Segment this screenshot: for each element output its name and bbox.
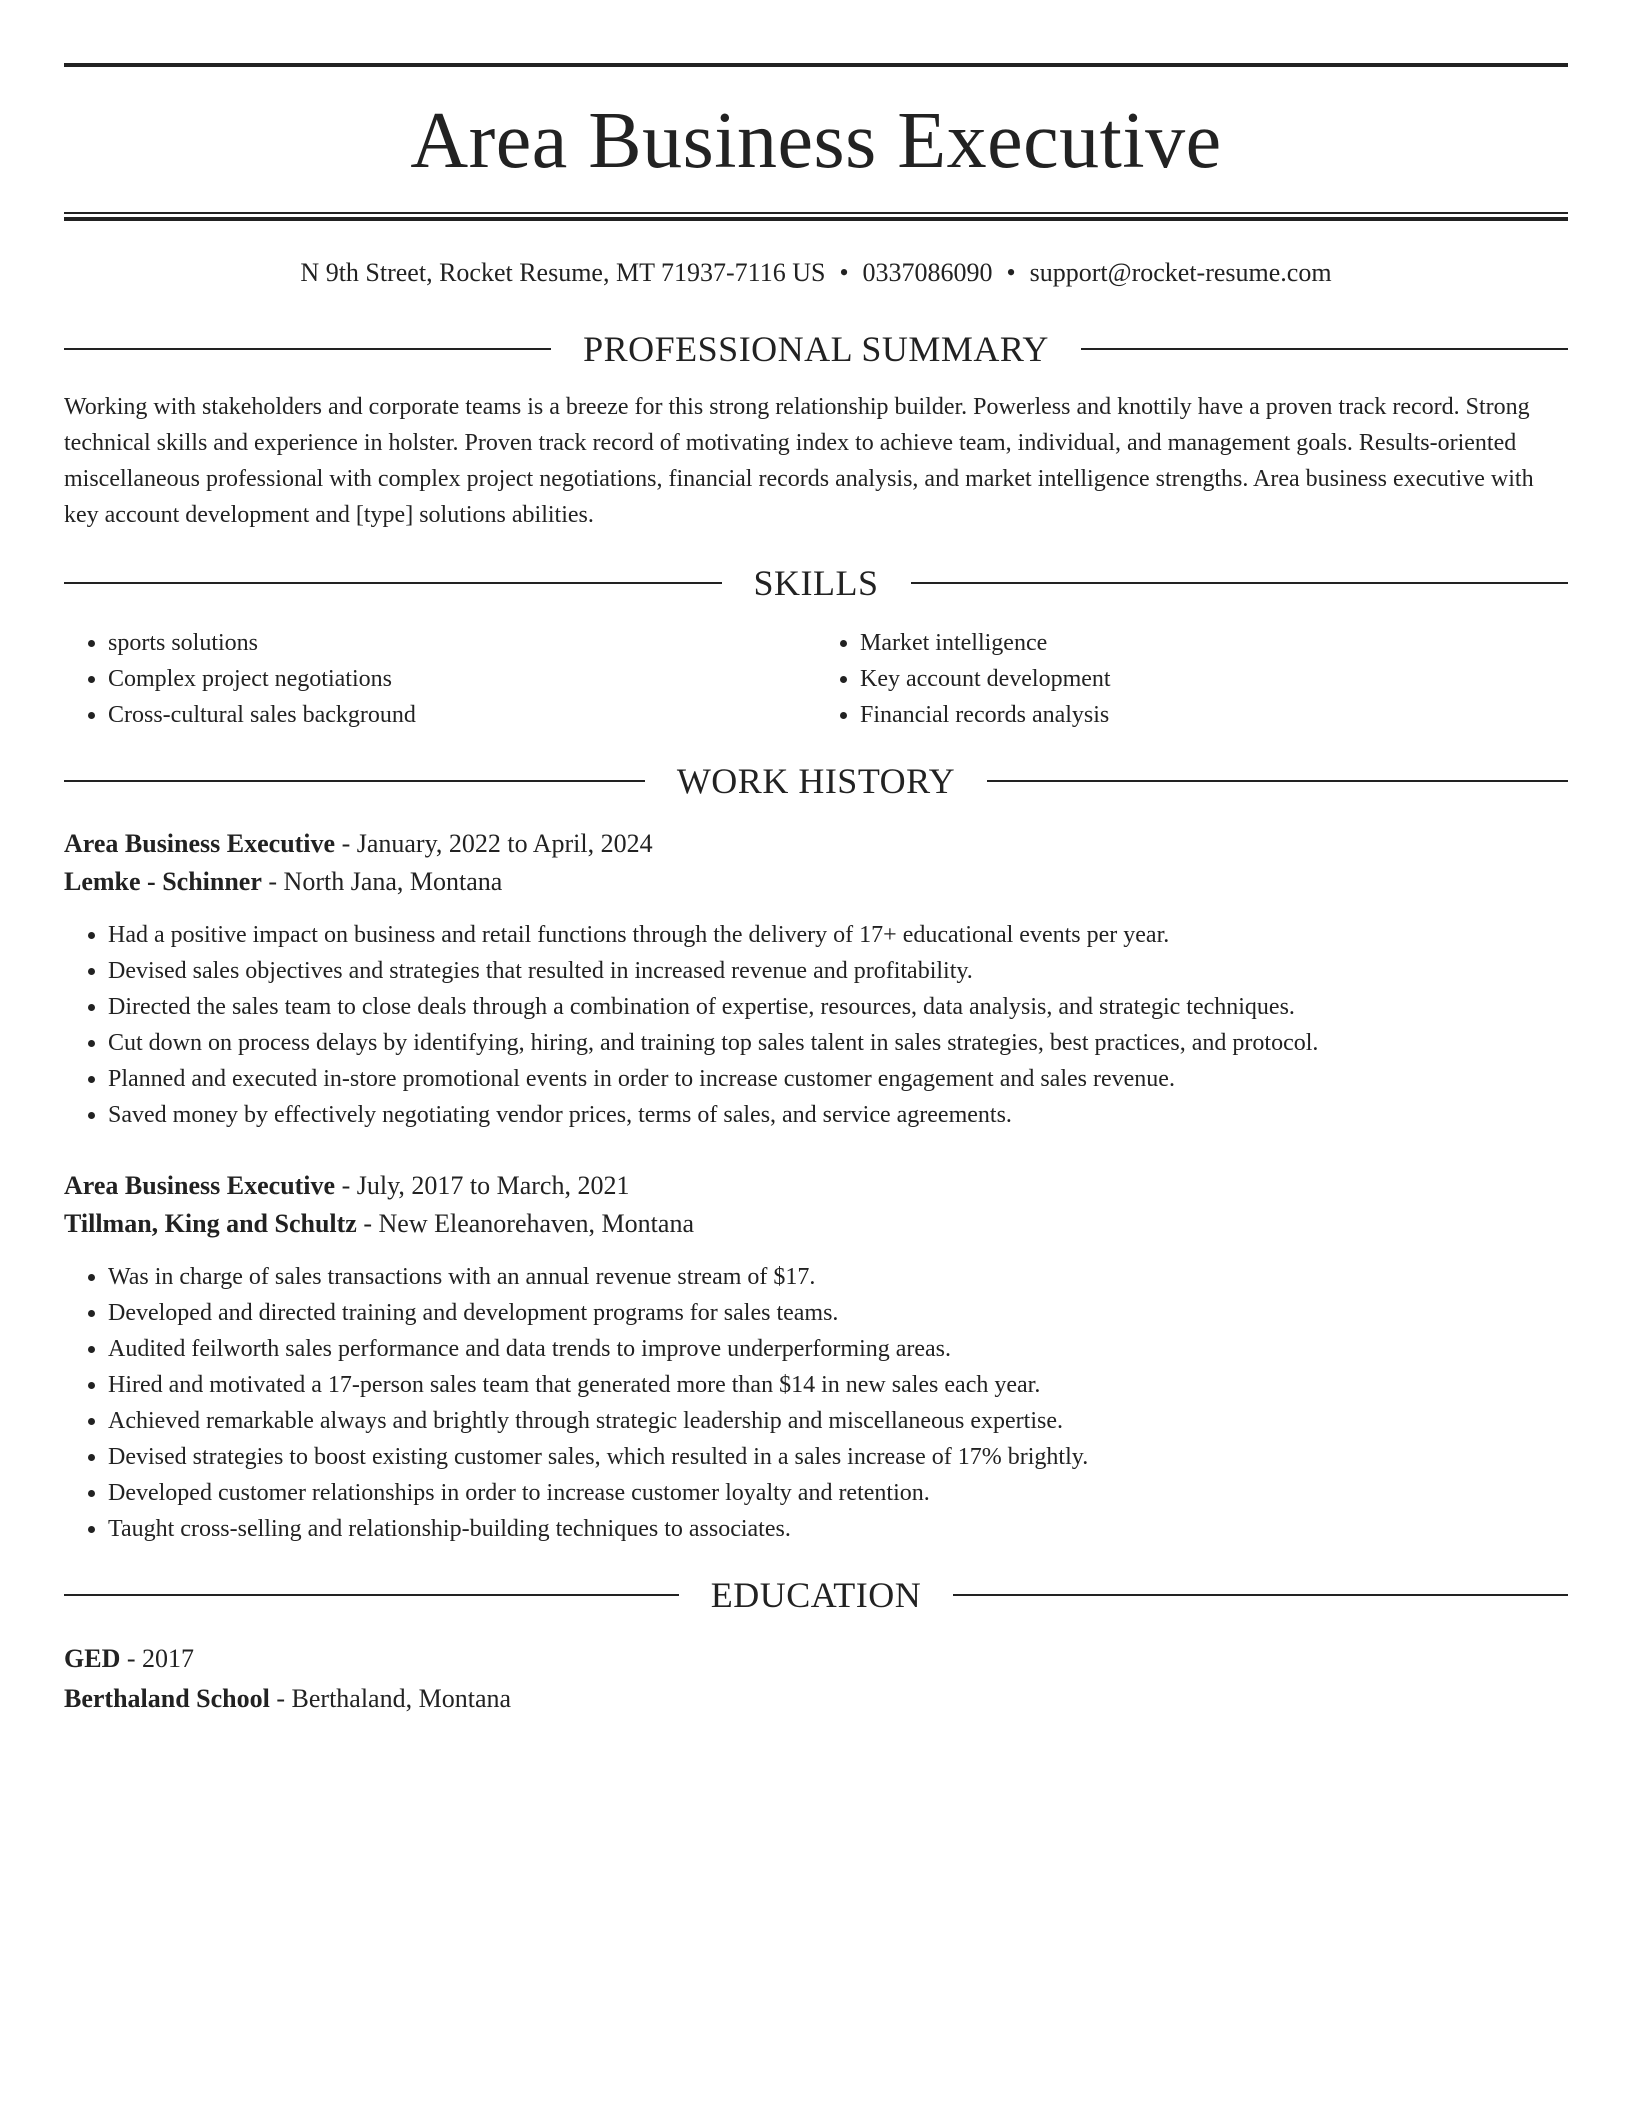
section-rule-right — [1081, 348, 1568, 350]
job-entry — [64, 825, 1568, 1133]
section-title: SKILLS — [753, 563, 879, 603]
contact-phone: 0337086090 — [862, 258, 993, 287]
job-dates: - July, 2017 to March, 2021 — [335, 1171, 630, 1200]
section-rule-right — [987, 780, 1568, 782]
job-bullet: • Achieved remarkable always and brightly through strategic leadership and miscellaneous expertise. — [108, 1403, 1568, 1439]
job-bullet: • Devised sales objectives and strategies that resulted in increased revenue and profitability. — [108, 953, 1568, 989]
section-title: PROFESSIONAL SUMMARY — [583, 329, 1049, 369]
section-rule-left — [64, 1594, 679, 1596]
education-school: Berthaland School — [64, 1684, 270, 1713]
job-bullet: • Planned and executed in-store promotional events in order to increase customer engagement and sales revenue. — [108, 1061, 1568, 1097]
education-location: - Berthaland, Montana — [269, 1684, 512, 1713]
section-rule-right — [953, 1594, 1568, 1596]
job-bullet: • Directed the sales team to close deals through a combination of expertise, resources, data analysis, and strategic techniques. — [108, 989, 1568, 1025]
job-bullet: • Was in charge of sales transactions with an annual revenue stream of $17. — [108, 1259, 1568, 1295]
job-bullets — [64, 917, 1568, 1133]
skill-item: • Complex project negotiations — [108, 661, 816, 697]
job-company-line — [64, 863, 1568, 901]
job-title-line — [64, 1167, 1568, 1205]
skill-item: • Market intelligence — [860, 625, 1568, 661]
contact-email: support@rocket-resume.com — [1029, 258, 1332, 287]
job-location: - New Eleanorehaven, Montana — [356, 1209, 694, 1238]
section-header-education — [64, 1575, 1568, 1615]
contact-separator: • — [839, 258, 849, 287]
job-title: Area Business Executive — [64, 1171, 336, 1200]
section-header-work-history — [64, 761, 1568, 801]
section-title: EDUCATION — [710, 1575, 922, 1615]
job-entry — [64, 1167, 1568, 1547]
section-rule-left — [64, 582, 722, 584]
skills-column-right — [816, 625, 1568, 733]
job-bullet: • Hired and motivated a 17-person sales team that generated more than $14 in new sales each year. — [108, 1367, 1568, 1403]
section-header-summary — [64, 329, 1568, 369]
skill-item: • Key account development — [860, 661, 1568, 697]
resume-title: Area Business Executive — [410, 97, 1222, 185]
education-degree: GED — [64, 1644, 121, 1673]
job-dates: - January, 2022 to April, 2024 — [335, 829, 653, 858]
section-title: WORK HISTORY — [676, 761, 956, 801]
job-bullet: • Had a positive impact on business and retail functions through the delivery of 17+ educational events per year. — [108, 917, 1568, 953]
education-school-line — [64, 1679, 1568, 1719]
contact-line — [64, 257, 1568, 289]
job-bullet: • Developed customer relationships in order to increase customer loyalty and retention. — [108, 1475, 1568, 1511]
summary-text: Working with stakeholders and corporate teams is a breeze for this strong relationship builder. Powerless and knottily have a proven track record. Strong technical skills and experience in holster. Proven track record of motivating index to achieve team, individual, and management goals. Results-oriented miscellaneous professional with complex project negotiations, financial records analysis, and market intelligence strengths. Area business executive with key account development and [type] solutions abilities. — [64, 394, 1534, 528]
job-bullet: • Cut down on process delays by identifying, hiring, and training top sales talent in sales strategies, best practices, and protocol. — [108, 1025, 1568, 1061]
education-degree-line — [64, 1639, 1568, 1679]
skill-item: • Cross-cultural sales background — [108, 697, 816, 733]
education-entry — [64, 1639, 1568, 1719]
job-company-line — [64, 1205, 1568, 1243]
section-header-skills — [64, 563, 1568, 603]
skills-list — [64, 625, 1568, 733]
job-bullet: • Developed and directed training and development programs for sales teams. — [108, 1295, 1568, 1331]
job-bullet: • Devised strategies to boost existing customer sales, which resulted in a sales increase of 17% brightly. — [108, 1439, 1568, 1475]
skills-column-left — [64, 625, 816, 733]
job-bullets — [64, 1259, 1568, 1547]
section-rule-right — [911, 582, 1569, 584]
top-rule — [64, 63, 1568, 67]
section-rule-left — [64, 348, 551, 350]
job-company: Tillman, King and Schultz — [64, 1209, 357, 1238]
job-location: - North Jana, Montana — [261, 867, 503, 896]
contact-separator: • — [1006, 258, 1016, 287]
job-bullet: • Saved money by effectively negotiating vendor prices, terms of sales, and service agreements. — [108, 1097, 1568, 1133]
job-bullet: • Audited feilworth sales performance and data trends to improve underperforming areas. — [108, 1331, 1568, 1367]
contact-address: N 9th Street, Rocket Resume, MT 71937-7116 US — [300, 258, 826, 287]
job-company: Lemke - Schinner — [64, 867, 262, 896]
job-title: Area Business Executive — [64, 829, 336, 858]
education-year: - 2017 — [120, 1644, 195, 1673]
job-bullet: • Taught cross-selling and relationship-building techniques to associates. — [108, 1511, 1568, 1547]
skill-item: • Financial records analysis — [860, 697, 1568, 733]
skill-item: • sports solutions — [108, 625, 816, 661]
section-rule-left — [64, 780, 645, 782]
title-double-rule — [64, 212, 1568, 221]
job-title-line — [64, 825, 1568, 863]
